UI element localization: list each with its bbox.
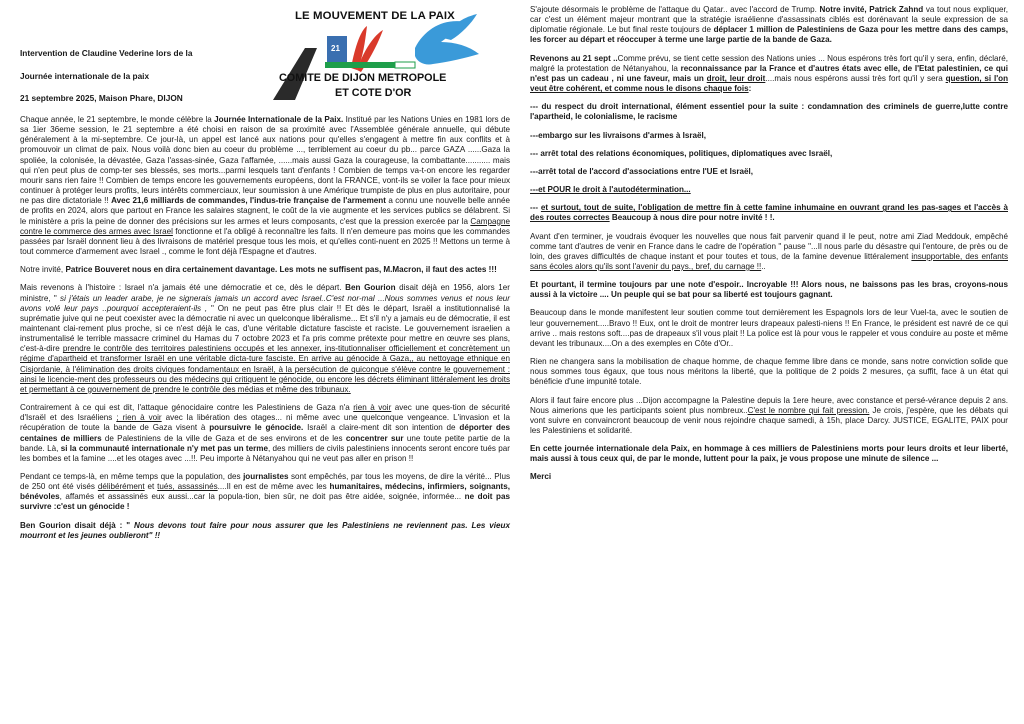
text-run: de Palestiniens de la ville de Gaza et de ses environs et de les [101,433,346,443]
demand-item-eu-accord: ---arrêt total de l'accord d'associations entre l'UE et Israël, [530,166,754,176]
paragraph-qatar [530,5,1008,46]
text-run-bold: ne doit pas survivre :c'est un génocide ! [20,492,510,512]
text-run-bold: Journée Internationale de la Paix. [214,115,344,124]
text-run: --- [530,203,541,213]
text-run-underline: insupportable, des enfants sans écoles alors qu'ils sont l'avenir du pays., bref, du carnage !! [530,251,1008,271]
text-run: Je crois, j'espère, que les débats qui vont suivre en convaincront beaucoup de venir nous rejoindre chaque samedi, à 15h, place Darcy. JUSTICE, EGALITE, PAIX pour les Palestiniens et solidarité. [530,405,1008,435]
paragraph-intro [20,115,510,257]
paragraph-recognition [530,54,1008,95]
text-run-bold: si la communauté internationale n'y met pas un terme [60,443,268,453]
text-run-bold-italic: Nous devons tout faire pour nous assurer que les Palestiniens ne reviennent pas. Les vieux mourront et les jeunes oublieront" !! [20,520,510,540]
logo-white-bar [395,62,415,68]
logo-green-bar [325,62,395,68]
text-run-bold: Ben Gourion disait déjà : " [20,520,134,530]
text-run: Comme prévu, se tient cette session des Nations unies ... Nous espérons très fort qu'il y sera, enfin, déclaré, malgré la protestation de Nétanyahou, la [530,53,1009,73]
left-column [20,115,510,541]
text-run: et [144,482,158,492]
text-run-bold: : [748,84,752,94]
text-run-underline: délibérément [97,482,145,492]
header-line-event: Journée internationale de la paix [20,70,150,81]
paragraph-genocide [20,403,510,464]
peace-movement-logo [265,8,490,110]
text-run: Mais revenons à l'histoire : Israel n'a jamais été une démocratie et ce, dès le départ. [20,283,346,293]
logo-badge-text: 21 [331,44,340,53]
text-run-bold: déporter des centaines de milliers [20,423,510,443]
demand-item-arms-embargo: ---embargo sur les livraisons d'armes à Israël, [530,130,707,140]
demand-item-international-law: --- du respect du droit international, élément essentiel pour la suite : condamnation des criminels de guerre,lutte contre l'apartheid, le colonialisme, le racisme [530,102,1008,122]
text-run: avec une ques-tion de sécurité d'Israël et des Israéliens [20,403,510,423]
text-run-bold: Notre invité, Patrick Zahnd [819,5,924,14]
text-run: Institué par les Nations Unies en 1981 lors de sa 1ier 36eme session, le 21 septembre a été choisi en raison de sa proximité avec l'Assemblée générale annuelle, qui débute généralement à la mi-septembre. Ce jour-là, un appel est lancé aux nations pour qu'elles s'engagent à mettre fin aux conflits et à promouvoir un climat de paix. Nous voilà donc bien au coeur du problème ..., terriblement au coeur du pb... parce GAZA ......Gaza la spoliée, la colonisée, la dévastée, Gaza l'assas-sinée, Gaza l'affamée, ......mais aussi Gaza la courageuse, la combattante........... mais qui n'en peut plus de comp-ter ses blessés, ses morts...parmi lesquels tant d'enfants ! Combien de temps va-t-on encore les regarder mourir sans rien faire !! Combien de temps encore les gouvernements européens, dont la FRANCE, vont-ils se voiler la face pour mieux continuer à protéger leurs profits, leurs intérêts commerciaux, leur soumission à une Amérique trumpiste de plus en plus autoritaire, pour ne pas dire dictatoriale !! [20,115,510,206]
paragraph-journalists [20,472,510,513]
text-run-bold: Avec 21,6 milliards de commandes, l'indus-trie française de l'armement [111,196,386,206]
text-run-bold: concentrer sur [345,433,404,443]
text-run-bold: journalistes [243,472,289,481]
text-run: Chaque année, le 21 septembre, le monde célèbre la [20,115,215,124]
demand-item-famine [530,203,1008,223]
text-run: S'ajoute désormais le problème de l'attaque du Qatar.. avec l'accord de Trump. [530,5,820,14]
text-run-underline: tués, assassinés [157,482,218,492]
text-run-underline: rien à voir [353,403,392,413]
text-run: , affamés et assassinés eux aussi...car la popula-tion, bien sûr, ne doit pas être aidée, soignée, informée... [59,492,465,502]
paragraph-history [20,283,510,395]
text-run: une toute petite partie de la bande. Là, [20,433,510,453]
text-run-bold: Revenons au 21 sept .. [530,53,618,63]
paragraph-quote [20,521,510,541]
text-run: va tout nous expliquer, car c'est un élément majeur montrant que la stratégie israélienne d'assassinats ciblés est dorénavant la seule expression de sa diplomatie régionale. Le but final reste toujours de [530,5,1008,35]
logo-subtitle-region: ET COTE D'OR [335,87,412,99]
text-run: Beaucoup à nous dire pour notre invité ! !. [609,213,775,223]
text-run: Avant d'en terminer, je voudrais évoquer les nouvelles que nous fait parvenir quand il le peut, notre ami Ziad Meddouk, empêché comme tant d'autres de venir en France dans le cadre de l'opération " pause "...Il nous parle du désastre qui l'entoure, de près ou de loin, des graves difficultés de chaque instant et pour toutes et tous, de la famine devenue littéralement [530,231,1008,261]
paragraph-mobilisation: Rien ne changera sans la mobilisation de chaque homme, de chaque femme libre dans ce monde, sans notre conviction solide que nous sommes tous égaux, que tous nous méritons la liberté, que la politique de 2 poids 2 mesures, ça suffit, face à un état qui bénéficie d'une impunité totale. [530,357,1008,387]
paragraph-dijon [530,396,1008,437]
text-run: " On ne peut pas être plus clair !! Et dès le départ, Israël a institutionnalisé la suprématie juive qui ne peut coexister avec la démocratie ni avec un quelconque libéralisme... Et s'il n'y a jamais eu de démocratie, il est maintenant clai-rement plus proche, si ce n'est déjà le cas, d'une véritable dictature fasciste et raciste. Le gouvernement israelien a instrumentalisé le terrible massacre criminel du Hamas du 7 octobre 2023 et l'a pris comme prétexte pour mettre en œuvre ses plans, c'est-à-dire [20,303,510,354]
text-run-bold: Ben Gourion [345,283,396,293]
header-block [20,48,280,116]
demand-item-self-determination: ---et POUR le droit à l'autodétermination... [530,185,691,195]
paragraph-guest-bouveret [20,265,510,275]
text-run: Contrairement à ce qui est dit, l'attaque génocidaire contre les Palestiniens de Gaza n'a [20,403,354,413]
header-line-date: 21 septembre 2025, Maison Phare, DIJON [20,93,183,103]
logo-subtitle-committee: COMITE DE DIJON METROPOLE [279,72,447,84]
text-run-bold: Patrice Bouveret nous en dira certainement davantage. Les mots ne suffisent pas, M.Macron, il faut des actes !!! [65,265,497,275]
text-run-bold: déplacer 1 million de Palestiniens de Gaza pour les mettre dans des camps, les forcer au départ et réoccuper à terme une large partie de la bande de Gaza. [530,25,1009,45]
text-run: a connu une nouvelle belle année de profits en 2024, alors que partout en France les salaires stagnent, le coût de la vie augmente et les services publics se délabrent. Si le ministère a pris la peine de donner des précisions sur les armes et leurs composants, c'est que la pression exercée par la [20,196,511,226]
text-run-bold-underline: droit, leur droit [706,73,766,83]
paragraph-support: Beaucoup dans le monde manifestent leur soutien comme tout dernièrement les Espagnols lors de leur Vuel-ta, avec le soutien de leur gouvernement.....Bravo !! Eux, ont le droit de montrer leurs drapeaux palesti-niens !! En France, le président est navré de ce qui arrive .. mais restons soft....pas de drapeaux s'il vous plait !! La police est là pour vous le rappeler et vous conduire au poste et même devant les tribunaux....On a des exemples en Côte d'Or.. [530,308,1008,348]
right-column [530,5,1008,483]
text-run-bold: poursuivre le génocide. [209,423,304,433]
text-run-underline: prendre le contrôle des territoires palestiniens occupés et les annexer, ins-titutionnaliser officiellement et concrètement un régime d'apartheid et transformer Israël en une véritable dicta-ture fasciste. En arrive au génocide à Gaza,, au nettoyage ethnique en Cisjordanie, à l'élimination des droits civiques fondamentaux en Israël, à la persécution de quiconque s'élève contre le gouvernement : ainsi le licencie-ment des professeurs ou des médecins qui critiquent le génocide, ou encore les décrets éliminant littéralement les droits et permettant à ce gouvernement de prendre le contrôle des médias et même des tribunaux. [20,344,510,394]
text-run-bold: humanitaires, médecins, infirmiers, soignants, bénévoles [20,482,510,502]
header-line-speaker: Intervention de Claudine Vederine lors de la [20,48,193,58]
text-run-underline: ; rien à voir [116,413,162,423]
text-run-bold-underline: question, si l'on veut être cohérent, et comme nous le disons chaque fois [530,73,1009,94]
text-run: , des milliers de civils palestiniens innocents seront encore tués par les bombes et la famine ....et les otages avec ...!!. Peu importe à Nétanyahou qui ne veut pas aller en prison !! [20,443,510,463]
paragraph-ziad [530,232,1008,273]
closing-thanks: Merci [530,472,552,482]
paragraph-minute-silence: En cette journée internationale dela Paix, en hommage à ces milliers de Palestiniens morts pour leurs droits et leur liberté, mais aussi à tous ceux qui, de par le monde, luttent pour la paix, je vous propose une minute de silence ... [530,444,1008,464]
text-run: ....Il en est de même avec les [217,482,330,492]
text-run: sont empêchés, par tous les moyens, de dire la vérité... Plus de 250 ont été visés [20,472,510,492]
text-run: ....mais nous espérons aussi très fort qu'il y sera [765,73,946,83]
text-run: avec la libération des otages... ni même avec une quelconque vengeance. L'invasion et la récupération de toute la bande de Gaza visent à [20,413,510,433]
demand-item-relations: --- arrêt total des relations économiques, politiques, diplomatiques avec Israël, [530,148,833,158]
text-run-italic: si j'étais un leader arabe, je ne signerais jamais un accord avec Israel..C'est nor-mal ...Nous sommes venus et nous leur avons volé leur pays ..pourquoi accepteraient-ils , [20,293,510,313]
text-run: Israël a claire-ment dit son intention de [303,423,460,433]
logo-dove [415,21,479,64]
text-run-underline: C'est le nombre qui fait pression. [747,405,870,415]
text-run: fonctionne et l'a obligé à reconnaître les faits. Il n'en demeure pas moins que les commandes passées par Israël donnent lieu à des livraisons de matériel presque tous les mois, et qu'elles conti-nuent en 2025 !! Mettons un terme à tout commerce d'armement avec Israel ., comme le font déjà l'Espagne et d'autres. [20,226,510,257]
paragraph-hope: Et pourtant, il termine toujours par une note d'espoir.. Incroyable !!! Alors nous, ne baissons pas les bras, croyons-nous aussi à la victoire .... Un peuple qui se bat pour sa liberté est toujours gagnant. [530,280,1008,300]
text-run: Alors il faut faire encore plus ...Dijon accompagne la Palestine depuis la 1ere heure, avec constance et persé-vérance depuis 2 ans. Nous aimerions que les participants soient plus nombreux.. [530,395,1008,415]
text-run: Notre invité, [20,265,66,275]
text-run-underline: Campagne contre le commerce des armes avec Israel [20,216,510,236]
text-run-underline: et surtout, tout de suite, l'obligation de mettre fin à cette famine inhumaine en ouvrant grand les pas-sages et l'accès à des routes correctes [530,203,1008,223]
text-run-bold: reconnaissance par la France et d'autres états avec elle, de l'Etat palestinien [680,63,980,73]
text-run: .. [761,261,766,271]
text-run: Pendant ce temps-là, en même temps que la population, des [20,472,244,481]
text-run: disait déjà en 1956, alors 1er ministre, " [20,283,510,303]
logo-title: LE MOUVEMENT DE LA PAIX [295,10,455,22]
text-run-bold: , ce qui n'est pas un cadeau , ni une faveur, mais un [530,63,1008,83]
